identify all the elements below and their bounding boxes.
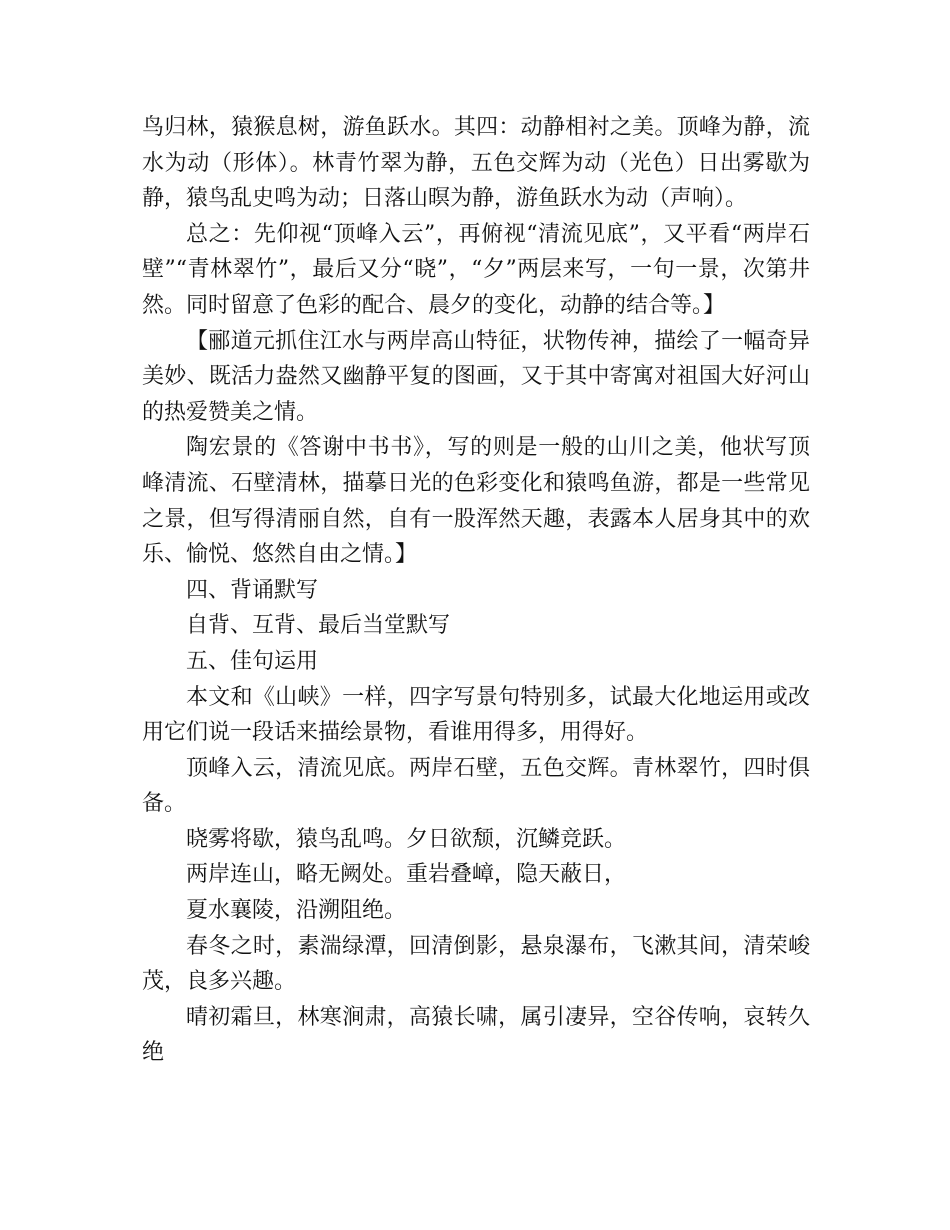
document-body: [142, 110, 810, 1071]
section-heading-recite: 四、背诵默写: [186, 577, 319, 603]
section-heading-sentences: 五、佳句运用: [186, 648, 319, 674]
quote-line-1: 顶峰入云，清流见底。两岸石壁，五色交辉。青林翠竹，四时俱备。: [142, 755, 810, 817]
quote-line-2: 晓雾将歇，猿鸟乱鸣。夕日欲颓，沉鳞竞跃。: [186, 826, 627, 852]
paragraph-3: 【郦道元抓住江水与两岸高山特征，状物传神，描绘了一幅奇异美妙、既活力盎然又幽静平复的图画，又于其中寄寓对祖国大好河山的热爱赞美之情。: [142, 328, 810, 425]
paragraph-4: 陶宏景的《答谢中书书》，写的则是一般的山川之美，他状写顶峰清流、石壁清林，描摹日光的色彩变化和猿鸣鱼游，都是一些常见之景，但写得清丽自然，自有一股浑然天趣，表露本人居身其中的欢乐、愉悦、悠然自由之情。】: [142, 435, 810, 568]
paragraph-6: 自背、互背、最后当堂默写: [186, 613, 451, 639]
quote-line-5: 春冬之时，素湍绿潭，回清倒影，悬泉瀑布，飞漱其间，清荣峻茂，良多兴趣。: [142, 933, 810, 995]
paragraph-2: 总之：先仰视“顶峰入云”，再俯视“清流见底”，又平看“两岸石壁”“青林翠竹”，最后又分“晓”，“夕”两层来写，一句一景，次第井然。同时留意了色彩的配合、晨夕的变化，动静的结合等。】: [142, 221, 810, 318]
quote-line-3: 两岸连山，略无阙处。重岩叠嶂，隐天蔽日，: [186, 862, 627, 888]
quote-line-4: 夏水襄陵，沿溯阻绝。: [186, 898, 407, 924]
paragraph-1: 鸟归林，猿猴息树，游鱼跃水。其四：动静相衬之美。顶峰为静，流水为动（形体）。林青竹翠为静，五色交辉为动（光色）日出雾歇为静，猿鸟乱史鸣为动；日落山暝为静，游鱼跃水为动（声响）。: [142, 115, 810, 212]
paragraph-8: 本文和《山峡》一样，四字写景句特别多，试最大化地运用或改用它们说一段话来描绘景物，看谁用得多，用得好。: [142, 684, 810, 746]
quote-line-6: 晴初霜旦，林寒涧肃，高猿长啸，属引凄异，空谷传响，哀转久绝: [142, 1004, 810, 1066]
